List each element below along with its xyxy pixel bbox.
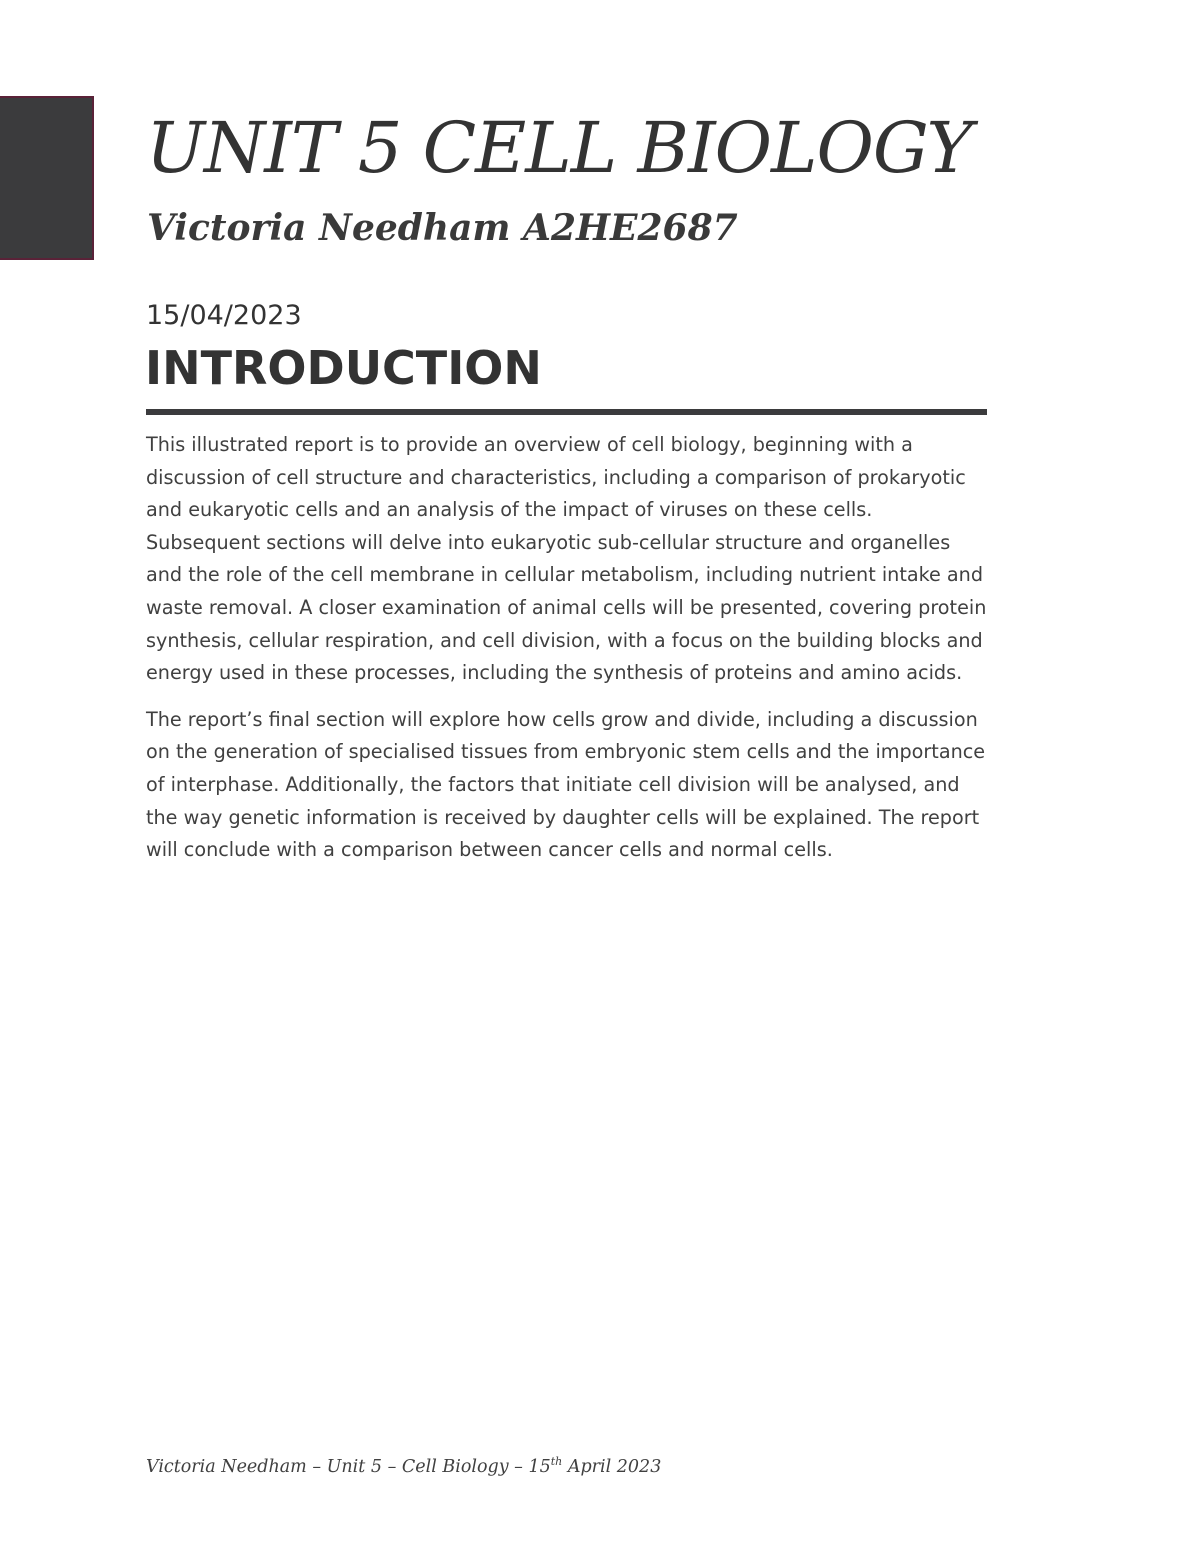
author-line: Victoria Needham A2HE2687 [147, 207, 738, 249]
introduction-body [146, 429, 988, 881]
paragraph: This illustrated report is to provide an overview of cell biology, beginning with a discussion of cell structure and characteristics, including a comparison of prokaryotic and eukaryotic cells and an analysis of the impact of viruses on these cells. Subsequent sections will delve into eukaryotic sub-cellular structure and organelles and the role of the cell membrane in cellular metabolism, including nutrient intake and waste removal. A closer examination of animal cells will be presented, covering protein synthesis, cellular respiration, and cell division, with a focus on the building blocks and energy used in these processes, including the synthesis of proteins and amino acids. [146, 433, 987, 685]
section-heading: INTRODUCTION [145, 341, 542, 395]
document-title: UNIT 5 CELL BIOLOGY [146, 107, 972, 189]
footer-suffix: April 2023 [562, 1457, 662, 1477]
document-date: 15/04/2023 [146, 300, 302, 331]
paragraph: The report’s final section will explore how cells grow and divide, including a discussion on the generation of specialised tissues from embryonic stem cells and the importance of interphase. Additionally, the factors that initiate cell division will be analysed, and the way genetic information is received by daughter cells will be explained. The report will conclude with a comparison between cancer cells and normal cells. [146, 707, 986, 862]
footer-superscript: th [550, 1455, 563, 1468]
heading-underline-rule [146, 409, 987, 415]
decorative-side-block [0, 96, 94, 260]
footer-prefix: Victoria Needham – Unit 5 – Cell Biology – 15 [146, 1457, 551, 1477]
page-footer [146, 1454, 661, 1480]
